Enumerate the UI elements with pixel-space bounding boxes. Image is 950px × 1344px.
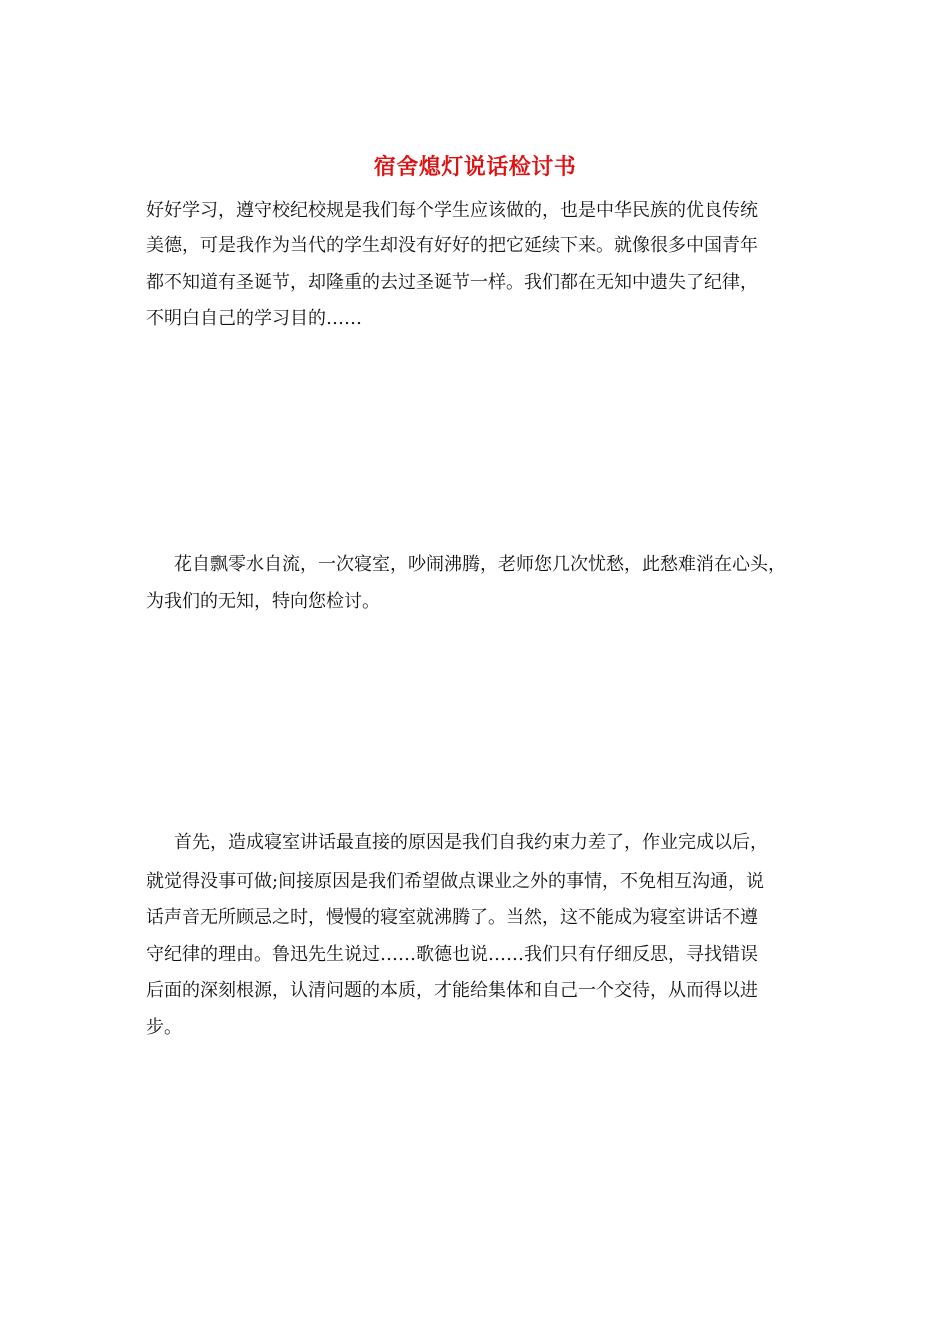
paragraph1-line: 好好学习，遵守校纪校规是我们每个学生应该做的，也是中华民族的优良传统 — [146, 200, 758, 221]
paragraph1-line: 美德，可是我作为当代的学生却没有好好的把它延续下来。就像很多中国青年 — [146, 235, 758, 256]
document-title: 宿舍熄灯说话检讨书 — [373, 154, 577, 180]
paragraph2-line: 花自飘零水自流，一次寝室，吵闹沸腾，老师您几次忧愁，此愁难消在心头， — [174, 554, 786, 575]
paragraph3-line: 后面的深刻根源，认清问题的本质，才能给集体和自己一个交待，从而得以进 — [146, 980, 758, 1001]
paragraph3-line: 就觉得没事可做;间接原因是我们希望做点课业之外的事情，不免相互沟通，说 — [146, 871, 765, 892]
paragraph1-line: 不明白自己的学习目的…… — [146, 308, 362, 329]
paragraph3-line: 首先，造成寝室讲话最直接的原因是我们自我约束力差了，作业完成以后， — [174, 832, 768, 853]
paragraph3-line: 守纪律的理由。鲁迅先生说过……歌德也说……我们只有仔细反思，寻找错误 — [146, 944, 758, 965]
paragraph2-line: 为我们的无知，特向您检讨。 — [146, 591, 380, 612]
paragraph3-line: 步。 — [146, 1017, 182, 1038]
paragraph1-line: 都不知道有圣诞节，却隆重的去过圣诞节一样。我们都在无知中遗失了纪律， — [146, 272, 758, 293]
paragraph3-line: 话声音无所顾忌之时，慢慢的寝室就沸腾了。当然，这不能成为寝室讲话不遵 — [146, 907, 758, 928]
